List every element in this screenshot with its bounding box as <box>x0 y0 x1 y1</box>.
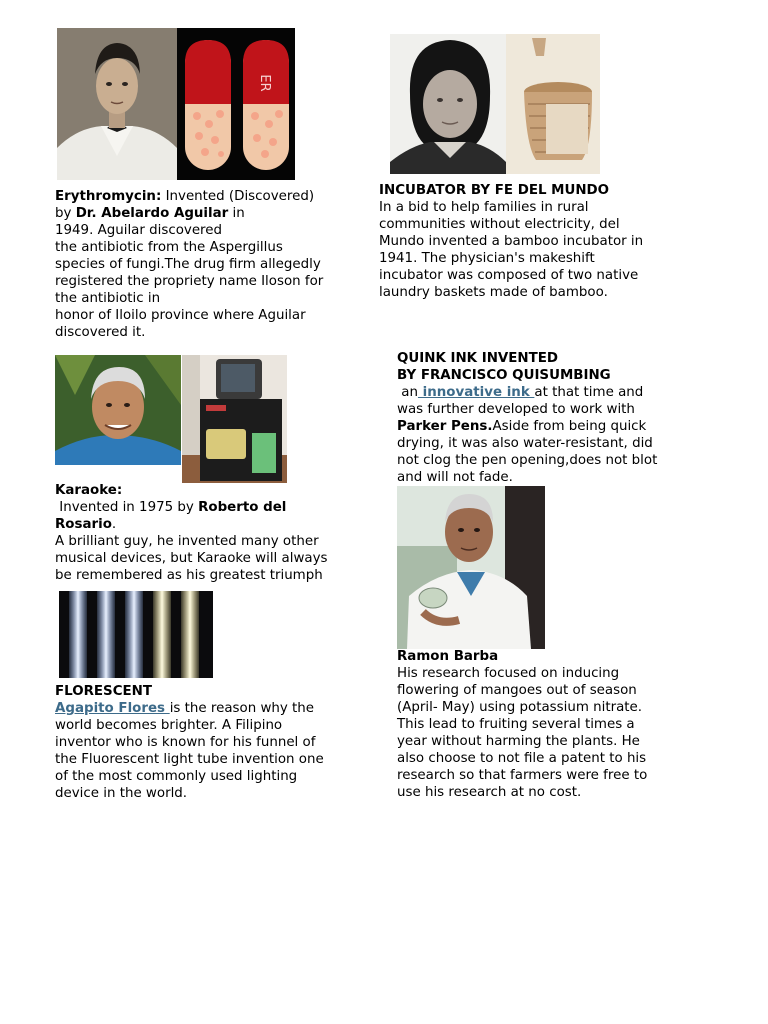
abelardo-aguilar-photo <box>57 28 177 180</box>
roberto-del-rosario-name-part-1: Roberto del <box>198 500 287 515</box>
quink-line-1-post: at that time and <box>534 385 644 400</box>
erythromycin-line-9: discovered it. <box>55 325 146 340</box>
quink-line-2: was further developed to work with <box>397 402 635 417</box>
erythromycin-line-1-text: Invented (Discovered) <box>161 189 315 204</box>
fluorescent-line-2: world becomes brighter. A Filipino <box>55 718 283 733</box>
karaoke-heading: Karaoke: <box>55 483 123 498</box>
quink-line-3 <box>397 419 646 436</box>
erythromycin-line-4: the antibiotic from the Aspergillus <box>55 240 283 255</box>
erythromycin-line-5: species of fungi.The drug firm allegedly <box>55 257 321 272</box>
karaoke-line-2 <box>55 517 116 534</box>
quink-line-5: not clog the pen opening,does not blot <box>397 453 658 468</box>
erythromycin-heading: Erythromycin: <box>55 189 162 204</box>
roberto-del-rosario-name-part-2: Rosario <box>55 517 112 532</box>
erythromycin-line-2 <box>55 206 245 223</box>
barba-line-5: year without harming the plants. He <box>397 734 640 749</box>
fluorescent-line-1 <box>55 701 314 718</box>
barba-line-7: research so that farmers were free to <box>397 768 648 783</box>
innovative-ink-link[interactable]: innovative ink <box>417 385 535 400</box>
karaoke-line-2-post: . <box>111 517 117 532</box>
incubator-line-5: incubator was composed of two native <box>379 268 639 283</box>
incubator-heading: INCUBATOR BY FE DEL MUNDO <box>379 183 610 198</box>
fe-del-mundo-photo <box>390 34 506 174</box>
incubator-line-3: Mundo invented a bamboo incubator in <box>379 234 644 249</box>
karaoke-line-5: be remembered as his greatest triumph <box>55 568 323 583</box>
capsule-print: ER <box>257 74 272 92</box>
karaoke-line-4: musical devices, but Karaoke will always <box>55 551 328 566</box>
roberto-del-rosario-photo <box>55 355 181 465</box>
erythromycin-line-7: the antibiotic in <box>55 291 161 306</box>
incubator-line-1: In a bid to help families in rural <box>379 200 589 215</box>
fluorescent-line-1-post: is the reason why the <box>169 701 315 716</box>
incubator-line-2: communities without electricity, del <box>379 217 620 232</box>
barba-line-2: flowering of mangoes out of season <box>397 683 637 698</box>
erythromycin-line-3: 1949. Aguilar discovered <box>55 223 223 238</box>
quink-line-1 <box>397 385 643 402</box>
fluorescent-line-5: of the most commonly used lighting <box>55 769 298 784</box>
quink-line-6: and will not fade. <box>397 470 513 485</box>
barba-line-6: also choose to not file a patent to his <box>397 751 647 766</box>
parker-pens-name: Parker Pens. <box>397 419 493 434</box>
karaoke-line-1-pre: Invented in 1975 by <box>55 500 199 515</box>
erythromycin-capsules-photo <box>177 28 295 180</box>
quink-heading-line-1: QUINK INK INVENTED <box>397 351 559 366</box>
ramon-barba-heading: Ramon Barba <box>397 649 499 664</box>
quink-line-1-pre: an <box>397 385 418 400</box>
fluorescent-line-4: the Fluorescent light tube invention one <box>55 752 324 767</box>
agapito-flores-link[interactable]: Agapito Flores <box>55 701 170 716</box>
barba-line-8: use his research at no cost. <box>397 785 582 800</box>
erythromycin-line-8: honor of Iloilo province where Aguilar <box>55 308 306 323</box>
barba-line-4: This lead to fruiting several times a <box>397 717 635 732</box>
erythromycin-line-1 <box>55 189 314 206</box>
barba-line-3: (April- May) using potassium nitrate. <box>397 700 643 715</box>
karaoke-machine-photo <box>182 355 287 483</box>
quink-line-4: drying, it was also water-resistant, did <box>397 436 653 451</box>
abelardo-aguilar-name: Dr. Abelardo Aguilar <box>75 206 229 221</box>
erythromycin-line-2-pre: by <box>55 206 76 221</box>
barba-line-1: His research focused on inducing <box>397 666 620 681</box>
fluorescent-line-6: device in the world. <box>55 786 188 801</box>
ramon-barba-photo <box>397 486 545 649</box>
incubator-line-6: laundry baskets made of bamboo. <box>379 285 608 300</box>
quink-line-3-post: Aside from being quick <box>492 419 647 434</box>
karaoke-line-3: A brilliant guy, he invented many other <box>55 534 319 549</box>
quink-heading-line-2: BY FRANCISCO QUISUMBING <box>397 368 611 383</box>
karaoke-line-1 <box>55 500 286 517</box>
erythromycin-line-2-post: in <box>228 206 245 221</box>
erythromycin-line-6: registered the propriety name Iloson for <box>55 274 324 289</box>
incubator-line-4: 1941. The physician's makeshift <box>379 251 595 266</box>
bamboo-incubator-basket-photo <box>506 34 600 174</box>
fluorescent-tubes-photo <box>59 591 213 678</box>
fluorescent-line-3: inventor who is known for his funnel of <box>55 735 316 750</box>
fluorescent-heading: FLORESCENT <box>55 684 153 699</box>
